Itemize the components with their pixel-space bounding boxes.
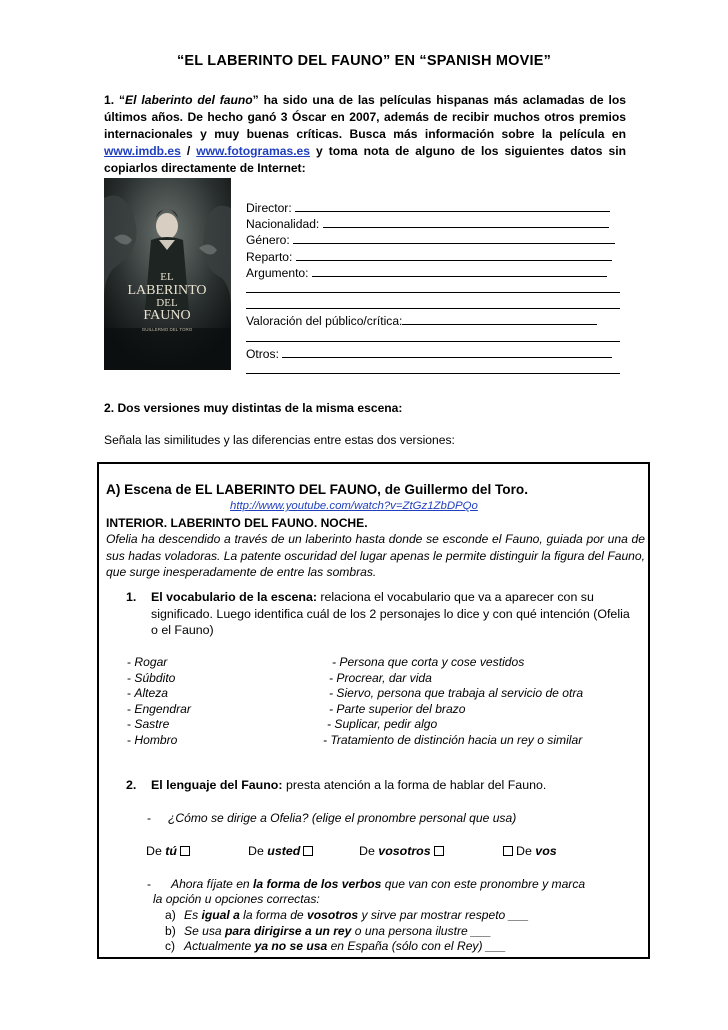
answer-line[interactable] bbox=[323, 216, 609, 228]
checkbox[interactable] bbox=[503, 846, 513, 856]
vocab-left-6: - Hombro bbox=[127, 733, 178, 747]
scene-heading: INTERIOR. LABERINTO DEL FAUNO. NOCHE. bbox=[106, 516, 368, 530]
answer-line[interactable] bbox=[295, 200, 610, 212]
exercise-1-text: relaciona el vocabulario que va a aparecer con su significado. Luego identifica cuál de los 2 personajes lo dice y con qué intención (Ofelia o el Fauno) bbox=[151, 590, 630, 637]
argumento-line-2[interactable] bbox=[246, 281, 626, 297]
info-form bbox=[246, 200, 626, 378]
vocab-left-5: - Sastre bbox=[127, 717, 170, 731]
fotogramas-link[interactable]: www.fotogramas.es bbox=[196, 144, 311, 158]
choice-a[interactable]: a) Es igual a la forma de vosotros y sirve par mostrar respeto ___ bbox=[165, 908, 529, 922]
checkbox[interactable] bbox=[180, 846, 190, 856]
poster-title-3: DEL bbox=[156, 297, 178, 309]
checkbox[interactable] bbox=[434, 846, 444, 856]
exercise-2-text: presta atención a la forma de hablar del Fauno. bbox=[282, 778, 547, 792]
choice-b[interactable]: b) Se usa para dirigirse a un rey o una persona ilustre ___ bbox=[165, 924, 492, 938]
exercise-2-number: 2. bbox=[126, 778, 137, 792]
field-genero[interactable] bbox=[246, 232, 626, 248]
youtube-link[interactable]: http://www.youtube.com/watch?v=ZtGz1ZbDPQo bbox=[230, 500, 478, 512]
choice-c[interactable]: c) Actualmente ya no se usa en España (sólo con el Rey) ___ bbox=[165, 939, 507, 953]
poster-title-4: FAUNO bbox=[143, 308, 191, 323]
intro-film-title: El laberinto del fauno bbox=[125, 93, 253, 107]
intro-sep: / bbox=[180, 144, 197, 158]
field-otros-label: Otros: bbox=[246, 346, 283, 361]
vocab-left-2: - Súbdito bbox=[127, 671, 176, 685]
scene-description: Ofelia ha descendido a través de un laberinto hasta donde se esconde el Fauno, guiada por una de sus hadas voladoras. La patente oscuridad del lugar apenas le permite distinguir la figura del Fauno, que surge inesperadamente de entre las sombras. bbox=[106, 532, 645, 579]
poster-title-2: LABERINTO bbox=[127, 283, 207, 298]
field-genero-label: Género: bbox=[246, 233, 294, 248]
question-2: Ahora fíjate en la forma de los verbos que van con este pronombre y marca bbox=[171, 877, 586, 891]
movie-poster bbox=[104, 178, 231, 370]
intro-paragraph bbox=[104, 92, 626, 177]
poster-credit: GUILLERMO DEL TORO bbox=[141, 327, 193, 332]
field-otros[interactable] bbox=[246, 346, 626, 362]
question-1: ¿Cómo se dirige a Ofelia? (elige el pronombre personal que usa) bbox=[168, 811, 517, 825]
exercise-2 bbox=[126, 777, 634, 794]
intro-prefix: 1. “ bbox=[104, 93, 126, 107]
section-2-instruction: Señala las similitudes y las diferencias entre estas dos versiones: bbox=[104, 433, 455, 447]
answer-line[interactable] bbox=[402, 313, 597, 325]
vocab-left-3: - Alteza bbox=[127, 686, 169, 700]
page-title: “EL LABERINTO DEL FAUNO” EN “SPANISH MOVIE” bbox=[176, 53, 552, 69]
vocab-right-2: - Procrear, dar vida bbox=[329, 671, 432, 685]
otros-line-2[interactable] bbox=[246, 362, 626, 378]
answer-line[interactable] bbox=[246, 362, 620, 374]
bullet-dash: - bbox=[147, 811, 152, 825]
vocab-right-6: - Tratamiento de distinción hacia un rey o similar bbox=[323, 733, 583, 747]
field-director[interactable] bbox=[246, 200, 626, 216]
question-2-line-2: la opción u opciones correctas: bbox=[153, 892, 320, 906]
vocab-left-4: - Engendrar bbox=[127, 702, 191, 716]
argumento-line-3[interactable] bbox=[246, 297, 626, 313]
answer-line[interactable] bbox=[312, 265, 607, 277]
answer-line[interactable] bbox=[282, 346, 612, 358]
checkbox[interactable] bbox=[303, 846, 313, 856]
scene-box bbox=[97, 462, 650, 959]
field-reparto[interactable] bbox=[246, 249, 626, 265]
option-vosotros[interactable]: De vosotros bbox=[359, 844, 447, 858]
field-director-label: Director: bbox=[246, 201, 296, 215]
vocab-right-4: - Parte superior del brazo bbox=[329, 702, 466, 716]
imdb-link[interactable]: www.imdb.es bbox=[104, 144, 181, 158]
exercise-2-heading: El lenguaje del Fauno: bbox=[151, 778, 283, 792]
bullet-dash: - bbox=[147, 877, 152, 891]
option-usted[interactable]: De usted bbox=[248, 844, 316, 858]
exercise-1-number: 1. bbox=[126, 590, 137, 604]
scene-title: A) Escena de EL LABERINTO DEL FAUNO, de Guillermo del Toro. bbox=[106, 482, 528, 497]
poster-art bbox=[104, 178, 231, 370]
poster-title-1: EL bbox=[160, 271, 174, 283]
intro-text-b: y toma nota de alguno de los siguientes datos sin copiarlos directamente de Internet: bbox=[104, 144, 626, 175]
option-vos[interactable]: De vos bbox=[500, 844, 557, 858]
exercise-1-heading: El vocabulario de la escena: bbox=[151, 590, 317, 604]
vocab-right-5: - Suplicar, pedir algo bbox=[327, 717, 438, 731]
intro-text-a: ” ha sido una de las películas hispanas más aclamadas de los últimos años. De hecho ganó 3 Óscar en 2007, además de recibir muchos otros premios internacionales y muy buenas críticas. Busca más información sobre la película en bbox=[104, 93, 626, 141]
field-nacionalidad-label: Nacionalidad: bbox=[246, 217, 323, 232]
answer-line[interactable] bbox=[293, 232, 615, 244]
vocab-right-1: - Persona que corta y cose vestidos bbox=[332, 655, 525, 669]
field-argumento-label: Argumento: bbox=[246, 265, 312, 280]
field-valoracion-label: Valoración del público/crítica: bbox=[246, 314, 403, 329]
answer-line[interactable] bbox=[246, 330, 620, 342]
answer-line[interactable] bbox=[246, 281, 620, 293]
valoracion-line-2[interactable] bbox=[246, 330, 626, 346]
field-nacionalidad[interactable] bbox=[246, 216, 626, 232]
field-valoracion[interactable] bbox=[246, 313, 626, 329]
vocab-left-1: - Rogar bbox=[127, 655, 168, 669]
answer-line[interactable] bbox=[296, 249, 612, 261]
field-reparto-label: Reparto: bbox=[246, 249, 296, 264]
exercise-1 bbox=[126, 589, 634, 639]
section-2-heading: 2. Dos versiones muy distintas de la misma escena: bbox=[104, 401, 403, 415]
option-tu[interactable]: De tú bbox=[146, 844, 193, 858]
field-argumento[interactable] bbox=[246, 265, 626, 281]
vocab-right-3: - Siervo, persona que trabaja al servicio de otra bbox=[329, 686, 584, 700]
answer-line[interactable] bbox=[246, 297, 620, 309]
